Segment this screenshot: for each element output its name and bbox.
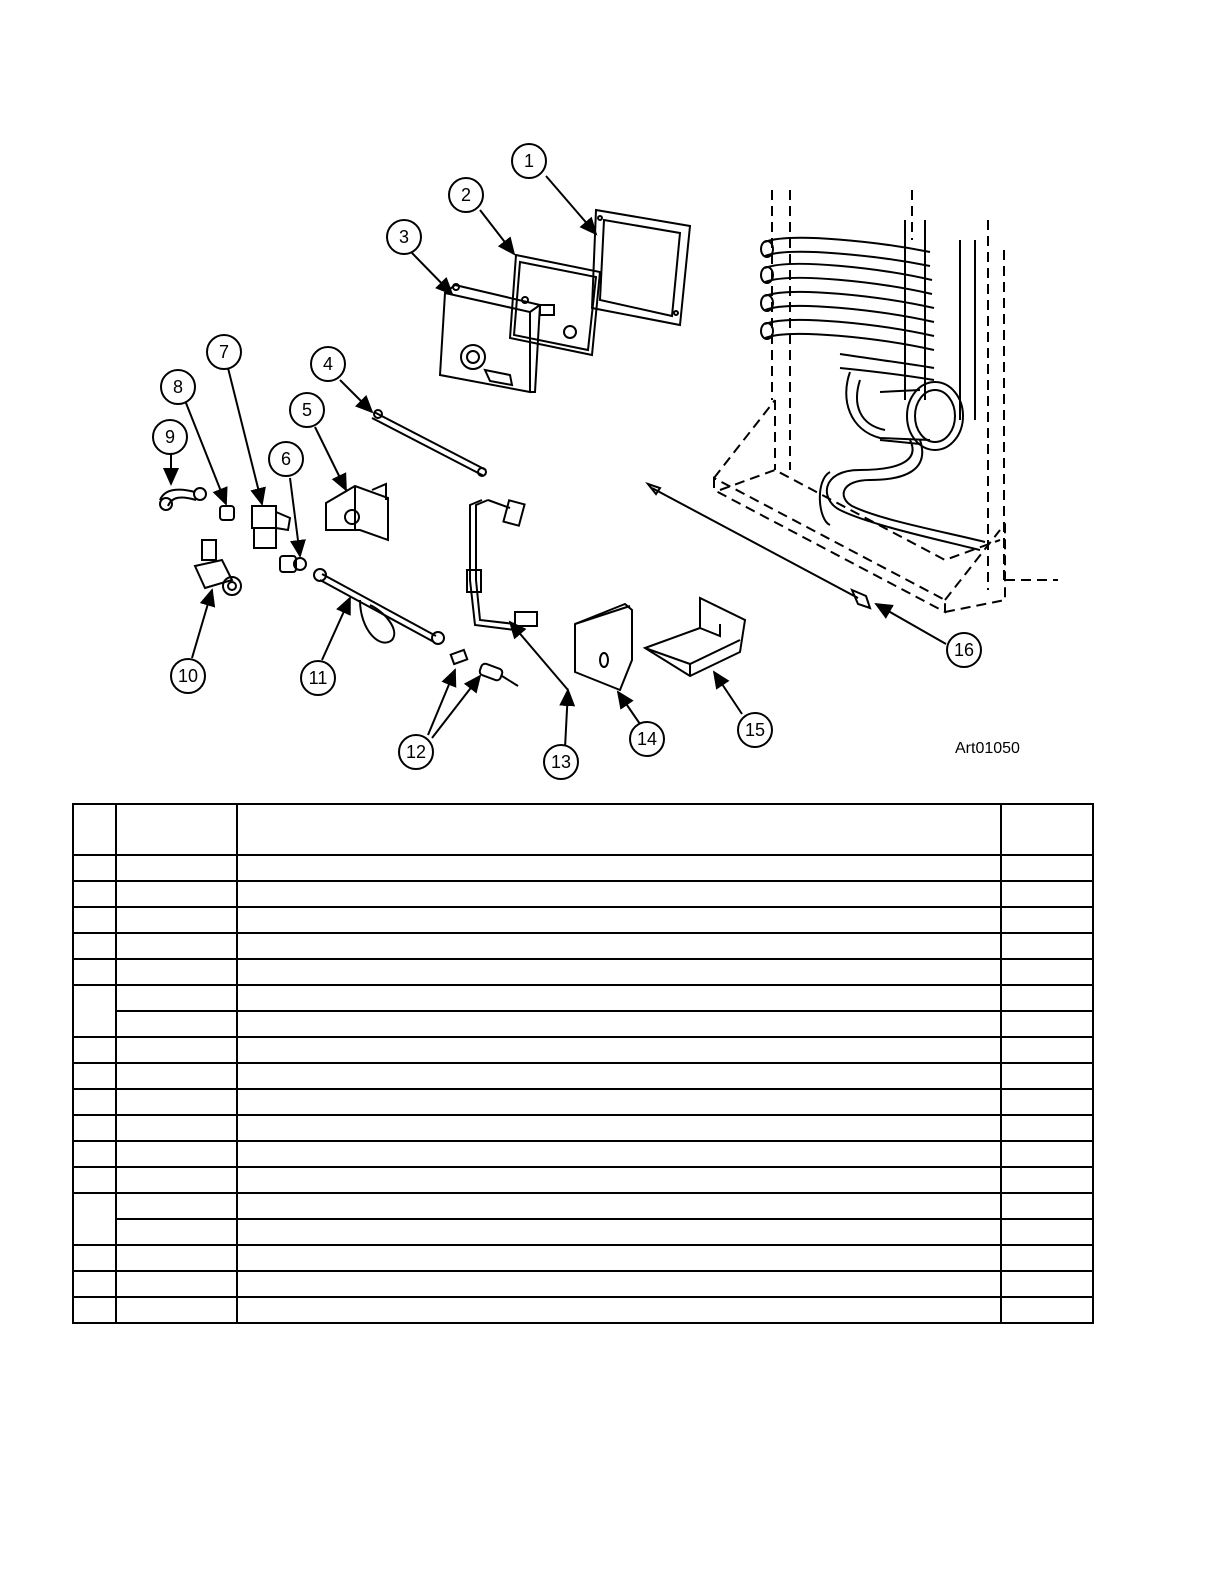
table-cell — [73, 855, 116, 881]
table-row — [73, 1219, 1093, 1245]
callout-7 — [207, 335, 241, 369]
header-cell — [237, 804, 1001, 855]
callout-3 — [387, 220, 421, 254]
table-cell — [237, 1115, 1001, 1141]
table-cell — [73, 1297, 116, 1323]
table-cell — [237, 1141, 1001, 1167]
table-cell — [1001, 1193, 1093, 1219]
callout-5 — [290, 393, 324, 427]
table-row — [73, 907, 1093, 933]
table-cell — [116, 1141, 237, 1167]
table-cell — [73, 1245, 116, 1271]
table-row — [73, 959, 1093, 985]
table-cell — [237, 959, 1001, 985]
part-13-wire-harness — [467, 500, 537, 630]
header-cell — [73, 804, 116, 855]
callout-13 — [544, 745, 578, 779]
callout-15 — [738, 713, 772, 747]
callout-16 — [947, 633, 981, 667]
table-cell — [237, 1271, 1001, 1297]
table-cell — [73, 1271, 116, 1297]
table-cell — [116, 881, 237, 907]
table-cell — [1001, 1245, 1093, 1271]
table-cell — [1001, 1297, 1093, 1323]
svg-text:9: 9 — [164, 427, 176, 447]
table-cell — [237, 1245, 1001, 1271]
table-cell — [1001, 1115, 1093, 1141]
svg-text:14: 14 — [636, 729, 658, 749]
table-cell — [116, 1115, 237, 1141]
svg-text:15: 15 — [744, 720, 766, 740]
table-cell — [237, 1167, 1001, 1193]
part-6-fitting — [280, 556, 306, 572]
table-cell — [237, 933, 1001, 959]
table-cell — [1001, 881, 1093, 907]
svg-text:16: 16 — [953, 640, 975, 660]
table-cell — [1001, 1089, 1093, 1115]
table-row — [73, 1193, 1093, 1219]
table-cell — [116, 1089, 237, 1115]
svg-text:13: 13 — [550, 752, 572, 772]
parts-table-body — [73, 855, 1093, 1323]
table-cell — [116, 1167, 237, 1193]
table-cell — [237, 1219, 1001, 1245]
table-cell — [237, 1297, 1001, 1323]
table-row — [73, 1063, 1093, 1089]
art-number-label: Art01050 — [955, 740, 1020, 757]
table-row — [73, 1271, 1093, 1297]
table-cell — [1001, 1167, 1093, 1193]
table-cell — [237, 881, 1001, 907]
table-cell — [1001, 1141, 1093, 1167]
table-row — [73, 1297, 1093, 1323]
table-cell — [116, 933, 237, 959]
table-cell — [1001, 1219, 1093, 1245]
table-cell — [116, 1297, 237, 1323]
table-row — [73, 1089, 1093, 1115]
table-row — [73, 933, 1093, 959]
table-cell — [116, 1063, 237, 1089]
table-cell — [116, 855, 237, 881]
table-cell — [73, 1037, 116, 1063]
table-cell — [1001, 855, 1093, 881]
table-cell — [116, 1271, 237, 1297]
callout-4 — [311, 347, 345, 381]
part-9-elbow-tube — [160, 488, 206, 510]
table-cell — [73, 1193, 116, 1245]
table-cell — [116, 1011, 237, 1037]
table-cell — [1001, 1037, 1093, 1063]
table-cell — [116, 1245, 237, 1271]
svg-text:5: 5 — [301, 400, 313, 420]
table-row — [73, 1011, 1093, 1037]
part-14-shield — [575, 604, 632, 690]
table-cell — [73, 1089, 116, 1115]
svg-text:11: 11 — [308, 668, 328, 688]
table-cell — [237, 1063, 1001, 1089]
part-7-solenoid — [252, 506, 290, 548]
table-cell — [237, 907, 1001, 933]
part-8-nut — [220, 506, 234, 520]
table-cell — [73, 1167, 116, 1193]
header-cell — [116, 804, 237, 855]
part-10-gas-valve — [195, 540, 241, 595]
svg-text:4: 4 — [322, 354, 334, 374]
table-cell — [116, 1193, 237, 1219]
callout-balloons — [153, 144, 981, 779]
header-cell — [1001, 804, 1093, 855]
table-cell — [237, 1089, 1001, 1115]
table-cell — [73, 959, 116, 985]
table-row — [73, 1115, 1093, 1141]
callout-6 — [269, 442, 303, 476]
svg-text:12: 12 — [405, 742, 427, 762]
svg-text:10: 10 — [177, 666, 199, 686]
table-cell — [1001, 1011, 1093, 1037]
part-12-orifice-igniter — [451, 650, 518, 686]
callout-8 — [161, 370, 195, 404]
table-cell — [116, 959, 237, 985]
callout-12 — [399, 735, 433, 769]
table-cell — [73, 1115, 116, 1141]
svg-text:1: 1 — [523, 151, 535, 171]
table-row — [73, 1037, 1093, 1063]
table-cell — [237, 1193, 1001, 1219]
callout-9 — [153, 420, 187, 454]
table-cell — [237, 855, 1001, 881]
table-cell — [1001, 1063, 1093, 1089]
part-2-control-board — [510, 255, 600, 355]
table-cell — [116, 1219, 237, 1245]
table-cell — [1001, 985, 1093, 1011]
svg-text:3: 3 — [398, 227, 410, 247]
table-cell — [73, 1063, 116, 1089]
callout-1 — [512, 144, 546, 178]
table-cell — [237, 1011, 1001, 1037]
table-cell — [73, 907, 116, 933]
svg-text:6: 6 — [280, 449, 292, 469]
part-1-gasket — [592, 210, 690, 325]
table-cell — [73, 881, 116, 907]
table-cell — [73, 933, 116, 959]
table-row — [73, 1167, 1093, 1193]
table-row — [73, 1141, 1093, 1167]
table-row — [73, 985, 1093, 1011]
table-cell — [73, 1141, 116, 1167]
table-cell — [1001, 933, 1093, 959]
callout-10 — [171, 659, 205, 693]
table-header-row — [73, 804, 1093, 855]
table-cell — [1001, 959, 1093, 985]
part-15-tray — [645, 598, 745, 676]
table-cell — [116, 1037, 237, 1063]
svg-text:8: 8 — [172, 377, 184, 397]
table-row — [73, 855, 1093, 881]
svg-text:2: 2 — [460, 185, 472, 205]
table-cell — [73, 985, 116, 1037]
table-cell — [1001, 907, 1093, 933]
table-cell — [116, 985, 237, 1011]
svg-text:7: 7 — [218, 342, 230, 362]
callout-2 — [449, 178, 483, 212]
table-row — [73, 1245, 1093, 1271]
table-cell — [237, 1037, 1001, 1063]
part-5-bracket — [326, 484, 388, 540]
table-cell — [1001, 1271, 1093, 1297]
parts-list-table — [72, 803, 1094, 1324]
callout-14 — [630, 722, 664, 756]
table-cell — [116, 907, 237, 933]
table-cell — [237, 985, 1001, 1011]
part-4-rod — [372, 410, 486, 476]
callout-11 — [301, 661, 335, 695]
table-row — [73, 881, 1093, 907]
